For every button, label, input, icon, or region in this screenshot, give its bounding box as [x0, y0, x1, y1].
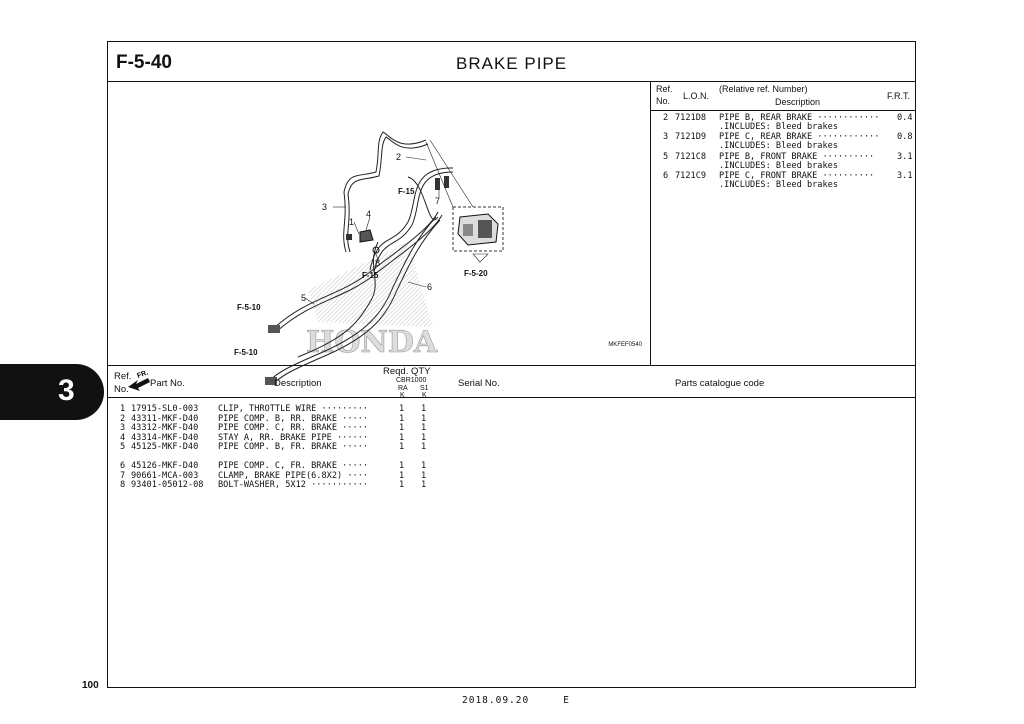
callout-3: 3	[322, 202, 328, 212]
lon-header-relative: (Relative ref. Number)	[719, 84, 808, 94]
parts-table-row	[108, 414, 915, 424]
parts-header-catalogue: Parts catalogue code	[675, 378, 765, 389]
part-description: PIPE COMP. B, RR. BRAKE ·····	[218, 413, 369, 424]
ref-f-15-lower: F-15	[362, 271, 379, 280]
parts-table-row	[108, 461, 915, 471]
lon-description: PIPE C, REAR BRAKE ············	[719, 132, 880, 142]
part-qty-s1: 1	[421, 432, 427, 443]
page-title: BRAKE PIPE	[456, 54, 568, 73]
part-description: PIPE COMP. C, RR. BRAKE ·····	[218, 423, 369, 433]
lon-code: 7121C9	[675, 171, 707, 181]
lon-note: .INCLUDES: Bleed brakes	[719, 180, 838, 190]
parts-header-no: No.	[114, 384, 129, 395]
ref-f-5-10-lower: F-5-10	[234, 348, 258, 357]
part-qty-s1: 1	[421, 442, 427, 452]
lon-ref: 3	[663, 132, 669, 142]
part-number: 43311-MKF-D40	[131, 413, 199, 424]
part-description: CLAMP, BRAKE PIPE(6.8X2) ····	[218, 470, 369, 481]
pipe-right	[408, 177, 441, 220]
part-ref: 1	[120, 404, 126, 414]
part-ref: 6	[120, 461, 126, 471]
parts-header-col1b: K	[400, 392, 405, 399]
lon-code: 7121D8	[675, 113, 707, 123]
part-qty-s1: 1	[421, 423, 427, 433]
lon-ref: 5	[663, 152, 669, 162]
parts-header-serial: Serial No.	[458, 378, 500, 389]
honda-watermark: HONDA	[306, 325, 438, 360]
parts-header-part-no: Part No.	[150, 378, 185, 389]
callout-8: 8	[375, 258, 381, 268]
lon-description: PIPE B, FRONT BRAKE ··········	[719, 152, 875, 162]
lon-code: 7121C8	[675, 152, 707, 162]
parts-table-row	[108, 480, 915, 490]
lon-header-lon: L.O.N.	[683, 91, 710, 101]
part-number: 93401-05012-08	[131, 480, 204, 490]
parts-table-row	[108, 404, 915, 414]
parts-header-col2: S1	[420, 385, 429, 392]
lon-header-frt: F.R.T.	[887, 91, 911, 101]
ref-f-5-20: F-5-20	[464, 269, 488, 278]
lon-header-ref: Ref.	[656, 84, 673, 94]
callout-4: 4	[366, 209, 372, 219]
page-header	[108, 42, 915, 82]
section-tab	[0, 364, 104, 420]
lon-row	[651, 132, 915, 152]
lon-description: PIPE C, FRONT BRAKE ··········	[719, 171, 875, 181]
part-qty-ra: 1	[399, 423, 405, 433]
parts-header-model: CBR1000	[396, 377, 427, 384]
lon-ref: 6	[663, 171, 669, 181]
part-description: CLIP, THROTTLE WIRE ·········	[218, 404, 369, 414]
lon-note: .INCLUDES: Bleed brakes	[719, 122, 838, 132]
lon-table-header	[651, 82, 915, 111]
part-number: 43314-MKF-D40	[131, 432, 199, 443]
ref-f-5-10-upper: F-5-10	[237, 303, 261, 312]
part-qty-s1: 1	[421, 404, 427, 414]
part-ref: 5	[120, 442, 126, 452]
pipe-end-upper	[268, 325, 280, 333]
parts-header-col1: RA	[398, 385, 408, 392]
part-number: 43312-MKF-D40	[131, 423, 199, 433]
callout-2: 2	[396, 152, 402, 162]
lon-frt: 3.1	[897, 152, 913, 162]
footer-edition: E	[563, 695, 570, 706]
parts-header-ref: Ref.	[114, 371, 132, 382]
parts-table-row	[108, 471, 915, 481]
callout-6: 6	[427, 282, 433, 292]
part-qty-ra: 1	[399, 413, 405, 424]
watermark-hatch	[308, 242, 433, 327]
lon-code: 7121D9	[675, 132, 707, 142]
part-number: 45126-MKF-D40	[131, 461, 199, 471]
callout-1: 1	[349, 217, 355, 227]
section-tab-number: 3	[58, 374, 75, 407]
part-qty-s1: 1	[421, 461, 427, 471]
part-ref: 2	[120, 413, 126, 424]
part-qty-s1: 1	[421, 480, 427, 490]
part-number: 45125-MKF-D40	[131, 442, 199, 452]
part-description: PIPE COMP. B, FR. BRAKE ·····	[218, 442, 369, 452]
part-description: BOLT-WASHER, 5X12 ···········	[218, 480, 369, 490]
lon-row	[651, 171, 915, 191]
lon-frt: 3.1	[897, 171, 913, 181]
parts-header-col2b: K	[422, 392, 427, 399]
lon-row	[651, 152, 915, 172]
callout-5: 5	[301, 293, 307, 303]
lon-header-no: No.	[656, 96, 671, 106]
page-footer	[462, 695, 570, 706]
part-qty-ra: 1	[399, 442, 405, 452]
part-ref: 8	[120, 480, 126, 490]
parts-table-header	[108, 365, 915, 398]
part-qty-s1: 1	[421, 470, 427, 481]
ref-f-15-upper: F-15	[398, 187, 415, 196]
parts-table-row	[108, 433, 915, 443]
part-ref: 4	[120, 432, 126, 443]
part-qty-ra: 1	[399, 432, 405, 443]
parts-table-row	[108, 442, 915, 452]
callout-7: 7	[435, 196, 441, 206]
parts-header-reqd-qty: Reqd. QTY	[383, 366, 431, 377]
abs-modulator	[453, 207, 503, 251]
part-ref: 3	[120, 423, 126, 433]
part-qty-ra: 1	[399, 461, 405, 471]
lon-frt: 0.8	[897, 132, 913, 142]
lon-table	[651, 82, 915, 365]
lon-ref: 2	[663, 113, 669, 123]
lon-row	[651, 113, 915, 133]
parts-header-description: Description	[274, 378, 322, 389]
lon-description: PIPE B, REAR BRAKE ············	[719, 113, 880, 123]
part-description: STAY A, RR. BRAKE PIPE ······	[218, 432, 369, 443]
part-description: PIPE COMP. C, FR. BRAKE ·····	[218, 461, 369, 471]
page-frame	[107, 41, 916, 688]
part-qty-ra: 1	[399, 470, 405, 481]
page-number: 100	[82, 680, 99, 691]
parts-table-row	[108, 423, 915, 433]
lon-header-description: Description	[775, 97, 821, 107]
lon-frt: 0.4	[897, 113, 913, 123]
part-qty-s1: 1	[421, 413, 427, 424]
lon-note: .INCLUDES: Bleed brakes	[719, 141, 838, 151]
figure-ref-code: F-5-40	[116, 52, 172, 73]
illustration-code: MKFEF0540	[608, 342, 642, 348]
fr-label: FR.	[136, 369, 150, 380]
lon-note: .INCLUDES: Bleed brakes	[719, 161, 838, 171]
part-ref: 7	[120, 470, 126, 481]
footer-date: 2018.09.20	[462, 695, 530, 706]
part-number: 90661-MCA-003	[131, 470, 199, 481]
part-number: 17915-SL0-003	[131, 404, 199, 414]
part-qty-ra: 1	[399, 480, 405, 490]
part-qty-ra: 1	[399, 404, 405, 414]
